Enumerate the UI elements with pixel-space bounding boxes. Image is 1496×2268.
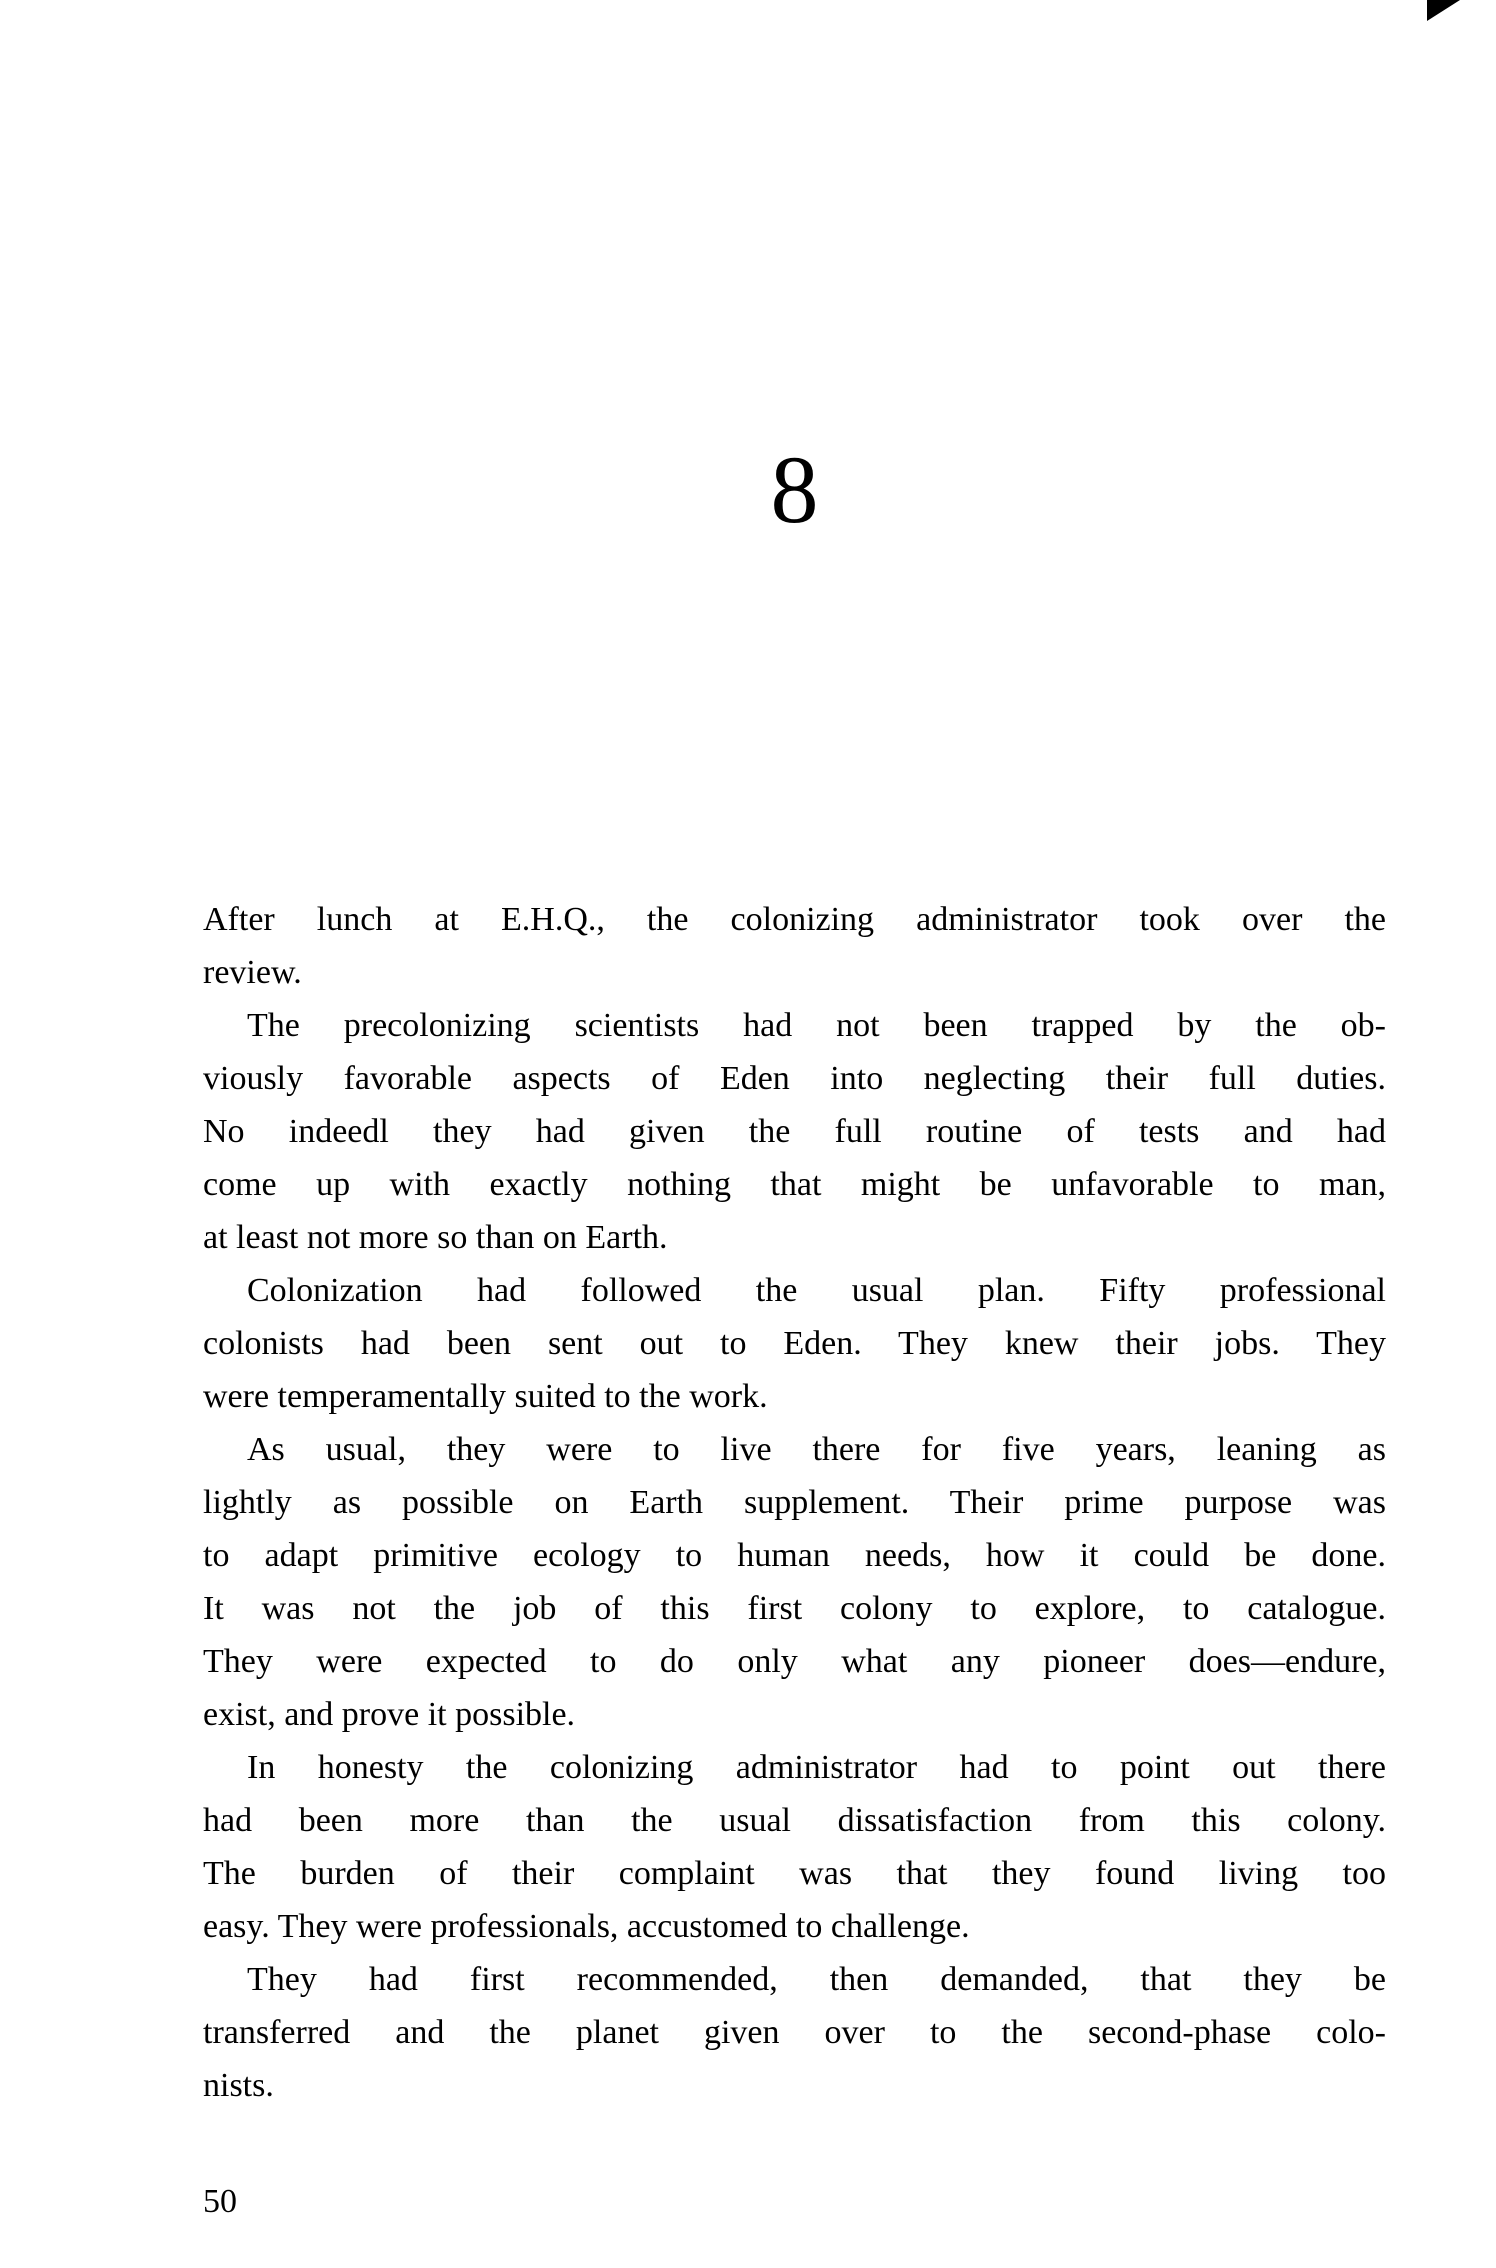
text-line: exist, and prove it possible. <box>203 1696 576 1733</box>
text-line: to adapt primitive ecology to human needs, how it could be done. <box>203 1537 1386 1574</box>
chapter-number: 8 <box>770 436 819 543</box>
text-line: It was not the job of this first colony to explore, to catalogue. <box>203 1590 1386 1627</box>
text-line: easy. They were professionals, accustomed to challenge. <box>203 1908 970 1945</box>
text-line: They had first recommended, then demanded, that they be <box>247 1961 1386 1998</box>
text-line: Colonization had followed the usual plan. Fifty professional <box>247 1272 1386 1309</box>
text-line: nists. <box>203 2067 274 2104</box>
text-line: No indeedl they had given the full routine of tests and had <box>203 1113 1386 1150</box>
text-line: After lunch at E.H.Q., the colonizing administrator took over the <box>203 901 1386 938</box>
page-corner-triangle-icon <box>1427 0 1461 22</box>
text-line: viously favorable aspects of Eden into neglecting their full duties. <box>203 1060 1386 1097</box>
text-line: colonists had been sent out to Eden. They knew their jobs. They <box>203 1325 1386 1362</box>
text-line: review. <box>203 954 302 991</box>
text-line: They were expected to do only what any pioneer does—endure, <box>203 1643 1386 1680</box>
text-line: at least not more so than on Earth. <box>203 1219 668 1256</box>
body-text <box>203 893 1386 2112</box>
text-line: transferred and the planet given over to the second-phase colo- <box>203 2014 1386 2051</box>
text-line: lightly as possible on Earth supplement. Their prime purpose was <box>203 1484 1386 1521</box>
text-line: come up with exactly nothing that might be unfavorable to man, <box>203 1166 1386 1203</box>
text-line: were temperamentally suited to the work. <box>203 1378 768 1415</box>
page-number: 50 <box>203 2183 237 2220</box>
text-line: had been more than the usual dissatisfaction from this colony. <box>203 1802 1386 1839</box>
text-line: The precolonizing scientists had not been trapped by the ob- <box>247 1007 1386 1044</box>
text-line: In honesty the colonizing administrator had to point out there <box>247 1749 1386 1786</box>
text-line: As usual, they were to live there for five years, leaning as <box>247 1431 1386 1468</box>
text-line: The burden of their complaint was that they found living too <box>203 1855 1386 1892</box>
